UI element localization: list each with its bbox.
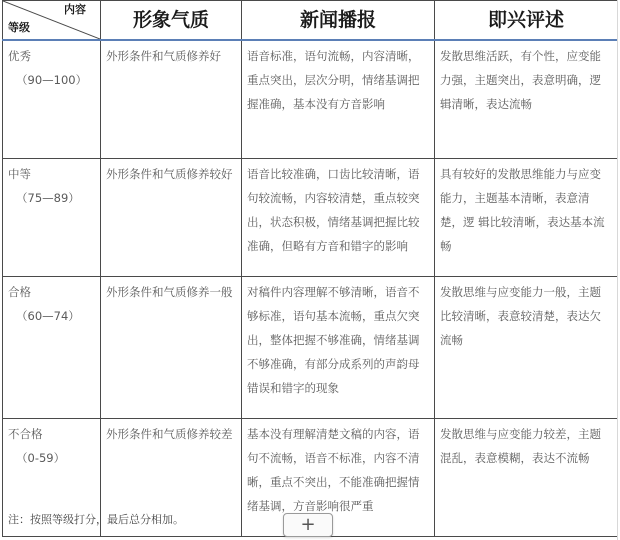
news-cell: 对稿件内容理解不够清晰，语音不够标准，语句基本流畅，重点欠突出，整体把握不够准确，情绪基调不够准确，有部分成系列的声韵母错误和错字的现象: [242, 277, 435, 419]
comment-cell: 发散思维与应变能力一般，主题比较清晰，表意较清楚，表达欠流畅: [435, 277, 618, 419]
level-range: （0-59）: [16, 451, 66, 465]
header-row: [3, 1, 618, 41]
table-row: [3, 159, 618, 277]
corner-level-label: 等级: [8, 21, 30, 34]
news-cell: 语音比较准确，口齿比较清晰，语句较流畅，内容较清楚，重点较突 出，状态积极，情绪基调把握比较准确，但略有方音和错字的影响: [242, 159, 435, 277]
comment-cell: 发散思维与应变能力较差，主题混乱，表意模糊，表达不流畅: [435, 419, 618, 537]
appearance-cell: 外形条件和气质修养好: [101, 40, 242, 159]
column-header-appearance: 形象气质: [101, 1, 242, 41]
level-range: （75—89）: [16, 191, 80, 205]
grading-table: [2, 0, 618, 537]
level-name: 合格: [8, 285, 31, 299]
level-cell: [3, 40, 101, 159]
corner-content-label: 内容: [64, 3, 86, 16]
table-row: [3, 277, 618, 419]
level-cell: [3, 277, 101, 419]
table-row: [3, 40, 618, 159]
corner-header-cell: [3, 1, 101, 41]
level-range: （90—100）: [16, 73, 88, 87]
comment-cell: 具有较好的发散思维能力与应变能力，主题基本清晰，表意清楚，逻 辑比较清晰，表达基本流畅: [435, 159, 618, 277]
level-name: 不合格: [8, 427, 43, 441]
appearance-cell: 外形条件和气质修养较差: [101, 419, 242, 537]
level-name: 中等: [8, 167, 31, 181]
add-button[interactable]: [283, 513, 333, 537]
level-name: 优秀: [8, 49, 31, 63]
level-range: （60—74）: [16, 309, 80, 323]
page-edge-divider: [617, 0, 618, 540]
column-header-comment: 即兴评述: [435, 1, 618, 41]
news-cell: 语音标准，语句流畅，内容清晰，重点突出，层次分明，情绪基调把 握准确，基本没有方音影响: [242, 40, 435, 159]
comment-cell: 发散思维活跃，有个性，应变能力强，主题突出，表意明确，逻辑清晰，表达流畅: [435, 40, 618, 159]
table-footnote: 注：按照等级打分，最后总分相加。: [8, 513, 184, 526]
appearance-cell: 外形条件和气质修养一般: [101, 277, 242, 419]
level-cell: [3, 159, 101, 277]
column-header-news: 新闻播报: [242, 1, 435, 41]
appearance-cell: 外形条件和气质修养较好: [101, 159, 242, 277]
news-cell: 基本没有理解清楚文稿的内容，语句不流畅，语音不标准，内容不清 晰，重点不突出，不能准确把握情绪基调，方音影响很严重: [242, 419, 435, 537]
plus-icon: +: [300, 514, 316, 535]
